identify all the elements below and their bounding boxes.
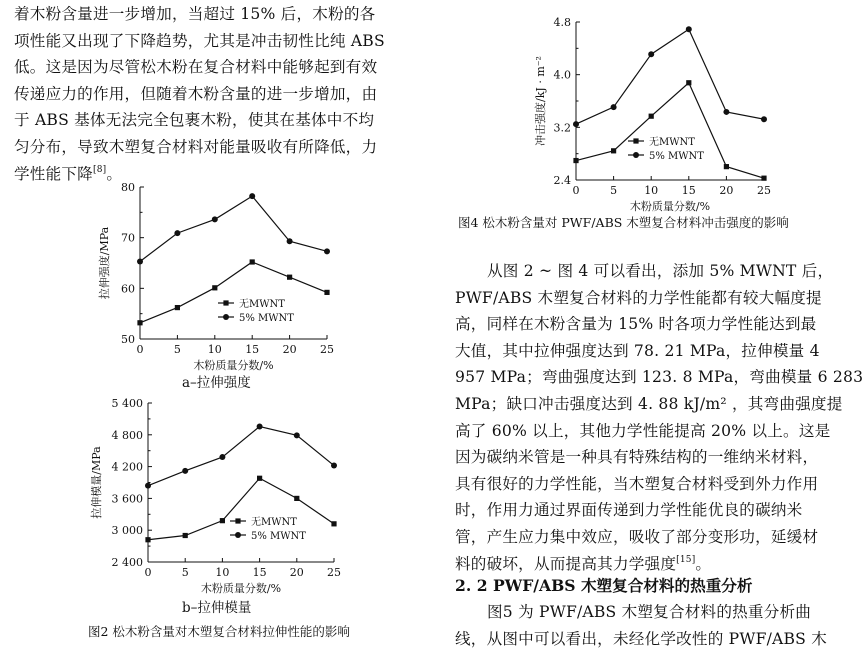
data-point-square xyxy=(761,176,766,181)
data-point-circle xyxy=(723,109,729,115)
x-tick-label: 25 xyxy=(757,184,771,197)
text-fragment: 。 xyxy=(695,554,712,573)
y-tick-label: 2.4 xyxy=(553,174,571,187)
data-point-square xyxy=(611,148,616,153)
text-line: 匀分布，导致木塑复合材料对能量吸收有所降低，力 xyxy=(14,137,378,156)
series-line xyxy=(576,29,764,124)
text-line: 低。这是因为尽管松木粉在复合材料中能够起到有效 xyxy=(14,58,378,77)
data-point-square xyxy=(573,158,578,163)
text-line: 线，从图中可以看出，未经化学改性的 PWF/ABS 木 xyxy=(455,629,827,648)
legend-label: 5% MWNT xyxy=(649,151,704,162)
legend-marker-square xyxy=(223,300,228,305)
text-line: 管，产生应力集中效应，吸收了部分变形功，延缓材 xyxy=(455,527,819,546)
chart-tensile-modulus xyxy=(90,395,341,605)
text-line: 传递应力的作用，但随着木粉含量的进一步增加，由 xyxy=(14,84,378,103)
text-line: 项性能又出现了下降趋势，尤其是冲击韧性比纯 ABS xyxy=(14,31,385,50)
data-point-square xyxy=(183,533,188,538)
x-tick-label: 5 xyxy=(173,343,181,356)
data-point-circle xyxy=(686,26,692,32)
y-tick-label: 5 400 xyxy=(111,397,143,410)
series-line xyxy=(576,83,764,178)
y-tick-label: 60 xyxy=(121,282,135,296)
text-line: 从图 2 ~ 图 4 可以看出，添加 5% MWNT 后， xyxy=(487,262,834,280)
data-point-square xyxy=(324,290,329,295)
x-tick-label: 10 xyxy=(207,343,222,356)
y-tick-label: 4 800 xyxy=(111,428,143,442)
x-tick-label: 0 xyxy=(136,343,144,356)
text-line: 着木粉含量进一步增加，当超过 15% 后，木粉的各 xyxy=(14,5,376,23)
data-point-square xyxy=(250,259,255,264)
x-tick-label: 20 xyxy=(282,343,297,356)
data-point-square xyxy=(294,496,299,501)
x-tick-label: 15 xyxy=(245,343,260,356)
data-point-circle xyxy=(257,423,263,429)
x-tick-label: 15 xyxy=(681,184,696,197)
text-line: 大值，其中拉伸强度达到 78. 21 MPa，拉伸模量 4 xyxy=(455,341,820,360)
right-paragraph xyxy=(455,258,863,577)
data-point-circle xyxy=(219,454,225,460)
citation-ref: [15] xyxy=(676,554,696,565)
left-paragraph xyxy=(14,1,385,187)
data-point-circle xyxy=(611,104,617,110)
data-point-square xyxy=(331,521,336,526)
x-axis-label: 木粉质量分数/% xyxy=(200,582,282,595)
x-tick-label: 0 xyxy=(144,566,152,579)
data-point-square xyxy=(145,537,150,542)
figure-2-caption: 图2 松木粉含量对木塑复合材料拉伸性能的影响 xyxy=(88,624,350,639)
series-line xyxy=(148,478,334,539)
data-point-square xyxy=(220,518,225,523)
y-axis-label: 冲击强度/kJ · m⁻² xyxy=(534,56,547,146)
text-fragment: 料的破坏，从而提高其力学强度 xyxy=(455,554,677,573)
text-line: 因为碳纳米管是一种具有特殊结构的一维纳米材料， xyxy=(455,448,819,467)
legend-label: 5% MWNT xyxy=(251,531,306,542)
y-tick-label: 4.0 xyxy=(553,68,571,82)
x-tick-label: 20 xyxy=(719,184,734,197)
legend-marker-circle xyxy=(223,314,229,320)
data-point-circle xyxy=(331,463,337,469)
text-line: 图5 为 PWF/ABS 木塑复合材料的热重分析曲 xyxy=(487,603,812,621)
y-tick-label: 2 400 xyxy=(111,556,143,569)
data-point-circle xyxy=(212,216,218,222)
figure-4-caption: 图4 松木粉含量对 PWF/ABS 木塑复合材料冲击强度的影响 xyxy=(458,215,789,230)
data-point-square xyxy=(724,164,729,169)
legend-label: 无MWNT xyxy=(251,517,297,528)
legend-marker-square xyxy=(633,138,638,143)
data-point-circle xyxy=(182,468,188,474)
chart-tensile-strength xyxy=(98,178,334,388)
x-tick-label: 25 xyxy=(320,343,334,356)
x-tick-label: 15 xyxy=(252,566,267,579)
legend-marker-circle xyxy=(633,152,639,158)
y-tick-label: 4 200 xyxy=(111,460,143,474)
text-line: 时，作用力通过界面传递到力学性能优良的碳纳米 xyxy=(455,501,803,520)
data-point-square xyxy=(175,305,180,310)
y-axis-label: 拉伸模量/MPa xyxy=(90,446,103,519)
y-tick-label: 3.2 xyxy=(553,121,571,135)
legend-label: 无MWNT xyxy=(649,137,695,148)
x-axis-label: 木粉质量分数/% xyxy=(193,359,274,372)
y-tick-label: 3 000 xyxy=(111,524,143,538)
section-heading: 2. 2 PWF/ABS 木塑复合材料的热重分析 xyxy=(455,576,753,595)
text-line: 于 ABS 基体无法完全包裹木粉，使其在基体中不均 xyxy=(14,111,375,130)
legend-label: 无MWNT xyxy=(239,299,285,310)
section-paragraph xyxy=(455,599,827,652)
data-point-circle xyxy=(249,193,255,199)
subtitle-tensile-modulus: b–拉伸模量 xyxy=(182,600,252,616)
text-line: 高了 60% 以上，其他力学性能提高 20% 以上。这是 xyxy=(455,421,831,440)
data-point-square xyxy=(137,320,142,325)
data-point-circle xyxy=(648,51,654,57)
data-point-square xyxy=(686,80,691,85)
chart-impact-strength xyxy=(530,18,770,228)
x-tick-label: 10 xyxy=(644,184,659,197)
series-line xyxy=(148,426,334,485)
data-point-circle xyxy=(137,258,143,264)
series-line xyxy=(140,262,327,323)
text-fragment: 学性能下降 xyxy=(14,164,93,183)
data-point-circle xyxy=(761,116,767,122)
data-point-square xyxy=(257,476,262,481)
x-tick-label: 5 xyxy=(610,184,618,197)
subtitle-tensile-strength: a–拉伸强度 xyxy=(182,375,251,391)
text-line: 高，同样在木粉含量为 15% 时各项力学性能达到最 xyxy=(455,315,817,334)
legend-marker-circle xyxy=(235,532,241,538)
series-line xyxy=(140,196,327,261)
x-tick-label: 20 xyxy=(289,566,304,579)
data-point-circle xyxy=(287,238,293,244)
text-fragment: 。 xyxy=(106,164,123,183)
x-axis-label: 木粉质量分数/% xyxy=(629,200,711,213)
y-axis-label: 拉伸强度/MPa xyxy=(98,226,111,300)
x-tick-label: 5 xyxy=(181,566,189,579)
y-tick-label: 4.8 xyxy=(553,16,571,29)
text-line: MPa；缺口冲击强度达到 4. 88 kJ/m² ，其弯曲强度提 xyxy=(455,394,843,413)
y-tick-label: 80 xyxy=(121,181,135,194)
y-tick-label: 50 xyxy=(121,333,135,346)
x-tick-label: 0 xyxy=(572,184,580,197)
data-point-circle xyxy=(174,230,180,236)
citation-ref: [8] xyxy=(92,164,107,175)
text-line: PWF/ABS 木塑复合材料的力学性能都有较大幅度提 xyxy=(455,288,822,307)
y-tick-label: 70 xyxy=(121,231,135,245)
data-point-square xyxy=(649,114,654,119)
x-tick-label: 25 xyxy=(327,566,341,579)
data-point-circle xyxy=(145,483,151,489)
data-point-circle xyxy=(324,248,330,254)
y-tick-label: 3 600 xyxy=(111,492,143,506)
data-point-square xyxy=(287,275,292,280)
data-point-circle xyxy=(294,432,300,438)
text-line: 957 MPa；弯曲强度达到 123. 8 MPa，弯曲模量 6 283 xyxy=(455,368,864,387)
legend-label: 5% MWNT xyxy=(239,313,294,324)
legend-marker-square xyxy=(235,518,240,523)
data-point-square xyxy=(212,285,217,290)
x-tick-label: 10 xyxy=(215,566,230,579)
data-point-circle xyxy=(573,121,579,127)
text-line: 具有很好的力学性能，当木塑复合材料受到外力作用 xyxy=(455,474,819,493)
